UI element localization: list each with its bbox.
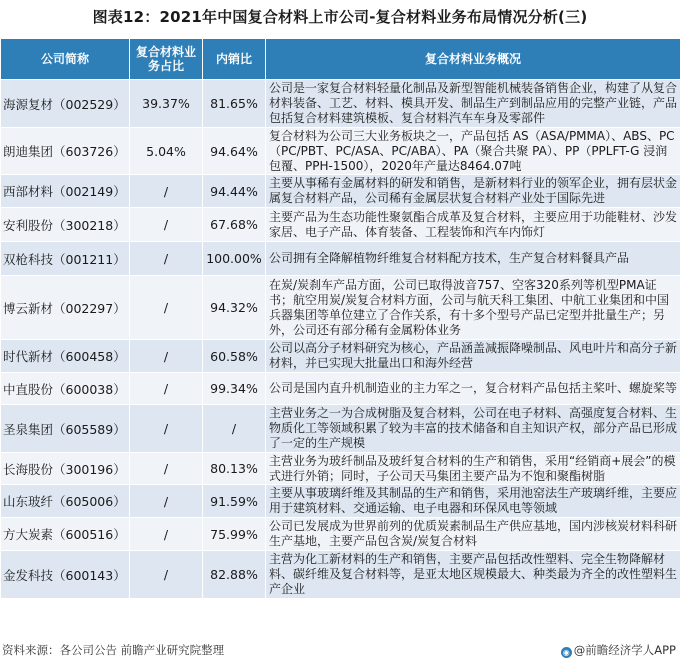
- table-header-row: [1, 39, 680, 80]
- brand-label: @前瞻经济学人APP: [573, 643, 676, 657]
- share-cell: /: [130, 340, 203, 373]
- brand-logo-icon: ◉: [561, 647, 572, 658]
- overview-cell: [266, 340, 680, 373]
- company-cell: 圣泉集团（605589）: [1, 405, 130, 453]
- page-title: 图表12：2021年中国复合材料上市公司-复合材料业务布局情况分析(三): [92, 8, 588, 26]
- domestic-cell: 60.58%: [203, 340, 266, 373]
- overview-cell: [266, 208, 680, 242]
- overview-text: 公司是国内直升机制造业的主力军之一，复合材料产品包括主桨叶、螺旋桨等: [269, 381, 677, 395]
- table-row: [1, 453, 680, 485]
- overview-cell: [266, 373, 680, 405]
- domestic-cell: 75.99%: [203, 518, 266, 551]
- share-cell: /: [130, 405, 203, 453]
- table-row: [1, 551, 680, 599]
- table-body: [1, 80, 680, 599]
- company-cell: 金发科技（600143）: [1, 551, 130, 599]
- share-cell: /: [130, 485, 203, 518]
- domestic-cell: 67.68%: [203, 208, 266, 242]
- table-row: [1, 128, 680, 175]
- domestic-cell: 81.65%: [203, 80, 266, 128]
- table-row: [1, 80, 680, 128]
- table-row: [1, 340, 680, 373]
- overview-cell: [266, 128, 680, 175]
- overview-text: 主营业务为玻纤制品及玻纤复合材料的生产和销售，采用“经销商+展会”的模式进行外销；同时，子公司天马集团主要产品为不饱和聚酯树脂: [269, 454, 676, 483]
- domestic-cell: /: [203, 405, 266, 453]
- overview-text: 主营业务之一为合成树脂及复合材料，公司在电子材料、高强度复合材料、生物质化工等领域积累了较为丰富的技术储备和自主知识产权，部分产品已形成了一定的生产规模: [269, 406, 677, 450]
- overview-text: 公司已发展成为世界前列的优质炭素制品生产供应基地，国内涉核炭材料科研生产基地，主要产品包含炭/炭复合材料: [269, 519, 677, 548]
- overview-text: 复合材料为公司三大业务板块之一，产品包括 AS（ASA/PMMA）、ABS、PC（PC/PBT、PC/ASA、PC/ABA）、PA（聚合共聚 PA）、PP（PPLFT-G 浸润包覆、PPH-1500），2020年产量达8464.07吨: [269, 129, 675, 173]
- company-cell: 山东玻纤（605006）: [1, 485, 130, 518]
- domestic-cell: 94.64%: [203, 128, 266, 175]
- domestic-cell: 91.59%: [203, 485, 266, 518]
- brand-credit: [561, 640, 676, 661]
- share-cell: /: [130, 208, 203, 242]
- table-row: [1, 405, 680, 453]
- overview-cell: [266, 80, 680, 128]
- company-cell: 博云新材（002297）: [1, 276, 130, 340]
- table-row: [1, 518, 680, 551]
- share-cell: /: [130, 276, 203, 340]
- overview-text: 主要从事玻璃纤维及其制品的生产和销售，采用池窑法生产玻璃纤维，主要应用于建筑材料、交通运输、电子电器和环保风电等领域: [269, 486, 677, 515]
- overview-cell: [266, 453, 680, 485]
- company-cell: 安利股份（300218）: [1, 208, 130, 242]
- header-share: 复合材料业务占比: [130, 39, 203, 80]
- share-cell: /: [130, 551, 203, 599]
- share-cell: /: [130, 373, 203, 405]
- domestic-cell: 80.13%: [203, 453, 266, 485]
- header-domestic: 内销比: [203, 39, 266, 80]
- overview-cell: [266, 276, 680, 340]
- domestic-cell: 82.88%: [203, 551, 266, 599]
- overview-text: 公司拥有全降解植物纤维复合材料配方技术，生产复合材料餐具产品: [269, 251, 630, 265]
- table-row: [1, 276, 680, 340]
- company-cell: 长海股份（300196）: [1, 453, 130, 485]
- share-cell: /: [130, 175, 203, 208]
- table-row: [1, 175, 680, 208]
- source-note: 资料来源：各公司公告 前瞻产业研究院整理: [2, 643, 225, 657]
- overview-cell: [266, 175, 680, 208]
- table-row: [1, 242, 680, 276]
- share-cell: /: [130, 518, 203, 551]
- domestic-cell: 94.44%: [203, 175, 266, 208]
- overview-text: 主要从事稀有金属材料的研发和销售，是新材料行业的领军企业，拥有层状金属复合材料产品，公司稀有金属层状复合材料产业处于国际先进: [269, 176, 677, 205]
- share-cell: /: [130, 453, 203, 485]
- company-cell: 中直股份（600038）: [1, 373, 130, 405]
- domestic-cell: 99.34%: [203, 373, 266, 405]
- header-company: 公司简称: [1, 39, 130, 80]
- header-overview: 复合材料业务概况: [266, 39, 680, 80]
- overview-cell: [266, 551, 680, 599]
- company-cell: 海源复材（002529）: [1, 80, 130, 128]
- overview-text: 公司以高分子材料研究为核心，产品涵盖减振降噪制品、风电叶片和高分子新材料，并已实现大批量出口和海外经营: [269, 341, 677, 370]
- share-cell: /: [130, 242, 203, 276]
- table-row: [1, 373, 680, 405]
- domestic-cell: 100.00%: [203, 242, 266, 276]
- overview-cell: [266, 242, 680, 276]
- overview-cell: [266, 518, 680, 551]
- overview-cell: [266, 405, 680, 453]
- overview-cell: [266, 485, 680, 518]
- company-cell: 时代新材（600458）: [1, 340, 130, 373]
- overview-text: 主要产品为生态功能性聚氨酯合成革及复合材料，主要应用于功能鞋材、沙发家居、电子产品、体育装备、工程装饰和汽车内饰灯: [269, 209, 677, 239]
- company-cell: 西部材料（002149）: [1, 175, 130, 208]
- overview-text: 主营为化工新材料的生产和销售，主要产品包括改性塑料、完全生物降解材料、碳纤维及复合材料等，是亚太地区规模最大、种类最为齐全的改性塑料生产企业: [269, 552, 677, 596]
- company-cell: 方大炭素（600516）: [1, 518, 130, 551]
- overview-text: 公司是一家复合材料轻量化制品及新型智能机械装备销售企业，构建了从复合材料装备、工艺、材料、模具开发、制品生产到制品应用的完整产业链，产品包括复合材料建筑模板、复合材料汽车车身及零部件: [269, 81, 677, 125]
- company-cell: 朗迪集团（603726）: [1, 128, 130, 175]
- table-row: [1, 208, 680, 242]
- share-cell: 39.37%: [130, 80, 203, 128]
- domestic-cell: 94.32%: [203, 276, 266, 340]
- share-cell: 5.04%: [130, 128, 203, 175]
- business-table: [0, 38, 680, 599]
- table-row: [1, 485, 680, 518]
- overview-text: 在炭/炭刹车产品方面，公司已取得波音757、空客320系列等机型PMA证书；航空用炭/炭复合材料方面，公司与航天科工集团、中航工业集团和中国兵器集团等单位建立了合作关系，有十多个型号产品已定型并批量生产；另外，公司还有部分稀有金属粉体业务: [269, 277, 670, 337]
- company-cell: 双枪科技（001211）: [1, 242, 130, 276]
